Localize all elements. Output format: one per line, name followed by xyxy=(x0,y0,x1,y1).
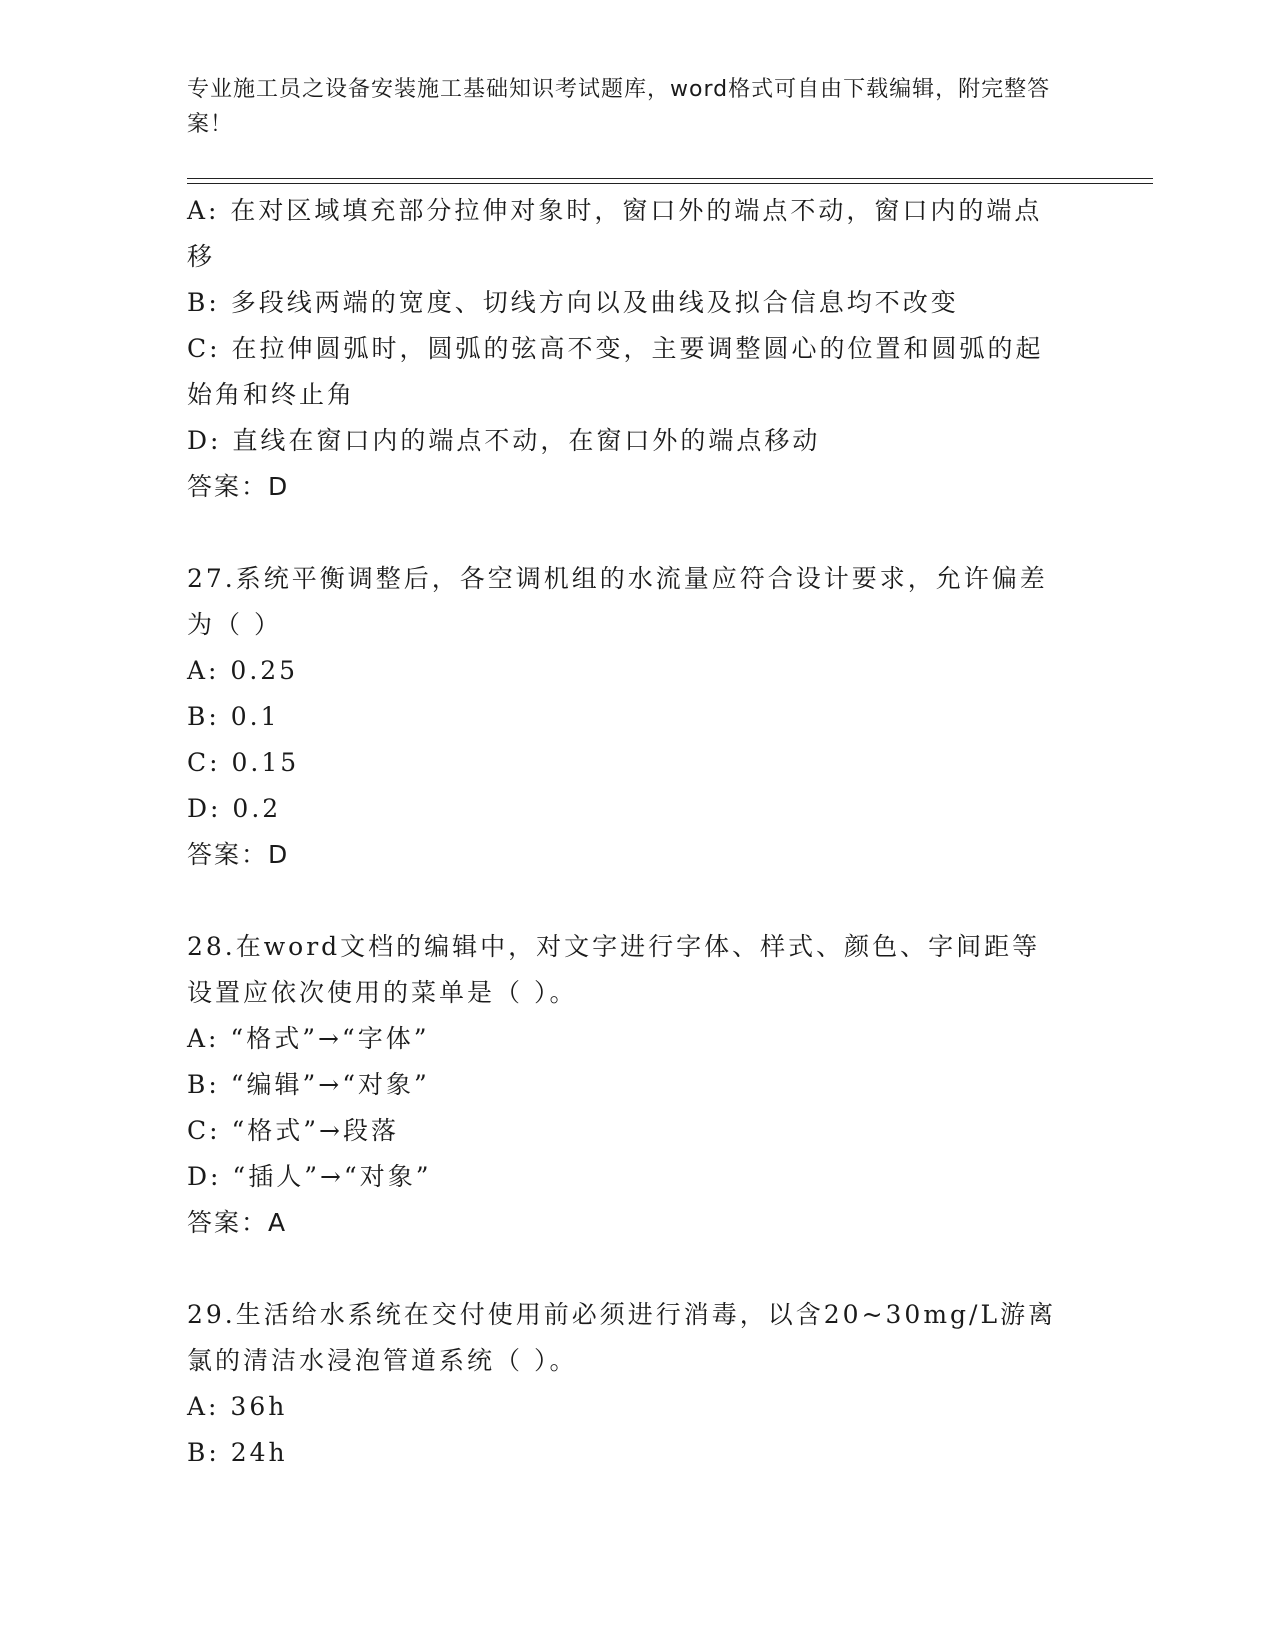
option-c: C: “格式”→段落 xyxy=(187,1116,400,1145)
answer: 答案：D xyxy=(187,840,290,869)
answer: 答案：A xyxy=(187,1208,288,1237)
option-b: B: 24h xyxy=(187,1438,288,1467)
option-d: D: 直线在窗口内的端点不动，在窗口外的端点移动 xyxy=(187,426,821,455)
document-header: 专业施工员之设备安装施工基础知识考试题库，word格式可自由下载编辑，附完整答案！ xyxy=(187,77,1051,137)
option-a: A: “格式”→“字体” xyxy=(187,1024,430,1053)
spacer xyxy=(187,510,1067,556)
question-text: 27.系统平衡调整后，各空调机组的水流量应符合设计要求，允许偏差为（ ） xyxy=(187,564,1048,639)
question-text: 29.生活给水系统在交付使用前必须进行消毒，以含20~30mg/L游离氯的清洁水浸泡管道系统（ ）。 xyxy=(187,1300,1057,1375)
option-d: D: “插人”→“对象” xyxy=(187,1162,432,1191)
option-b: B: “编辑”→“对象” xyxy=(187,1070,430,1099)
option-a: A: 在对区域填充部分拉伸对象时，窗口外的端点不动，窗口内的端点移 xyxy=(187,196,1043,271)
question-29 xyxy=(187,1292,1067,1476)
question-26-tail xyxy=(187,188,1067,510)
option-b: B: 0.1 xyxy=(187,702,280,731)
option-a: A: 0.25 xyxy=(187,656,299,685)
document-body xyxy=(187,188,1067,1476)
option-c: C: 在拉伸圆弧时，圆弧的弦高不变，主要调整圆心的位置和圆弧的起始角和终止角 xyxy=(187,334,1044,409)
question-27 xyxy=(187,556,1067,878)
spacer xyxy=(187,1246,1067,1292)
option-a: A: 36h xyxy=(187,1392,288,1421)
answer: 答案：D xyxy=(187,472,290,501)
option-c: C: 0.15 xyxy=(187,748,300,777)
question-text: 28.在word文档的编辑中，对文字进行字体、样式、颜色、字间距等设置应依次使用的菜单是（ ）。 xyxy=(187,932,1041,1007)
header-divider-top xyxy=(187,178,1153,179)
spacer xyxy=(187,878,1067,924)
question-28 xyxy=(187,924,1067,1246)
option-b: B: 多段线两端的宽度、切线方向以及曲线及拟合信息均不改变 xyxy=(187,288,959,317)
header-divider-bottom xyxy=(187,183,1153,184)
option-d: D: 0.2 xyxy=(187,794,282,823)
